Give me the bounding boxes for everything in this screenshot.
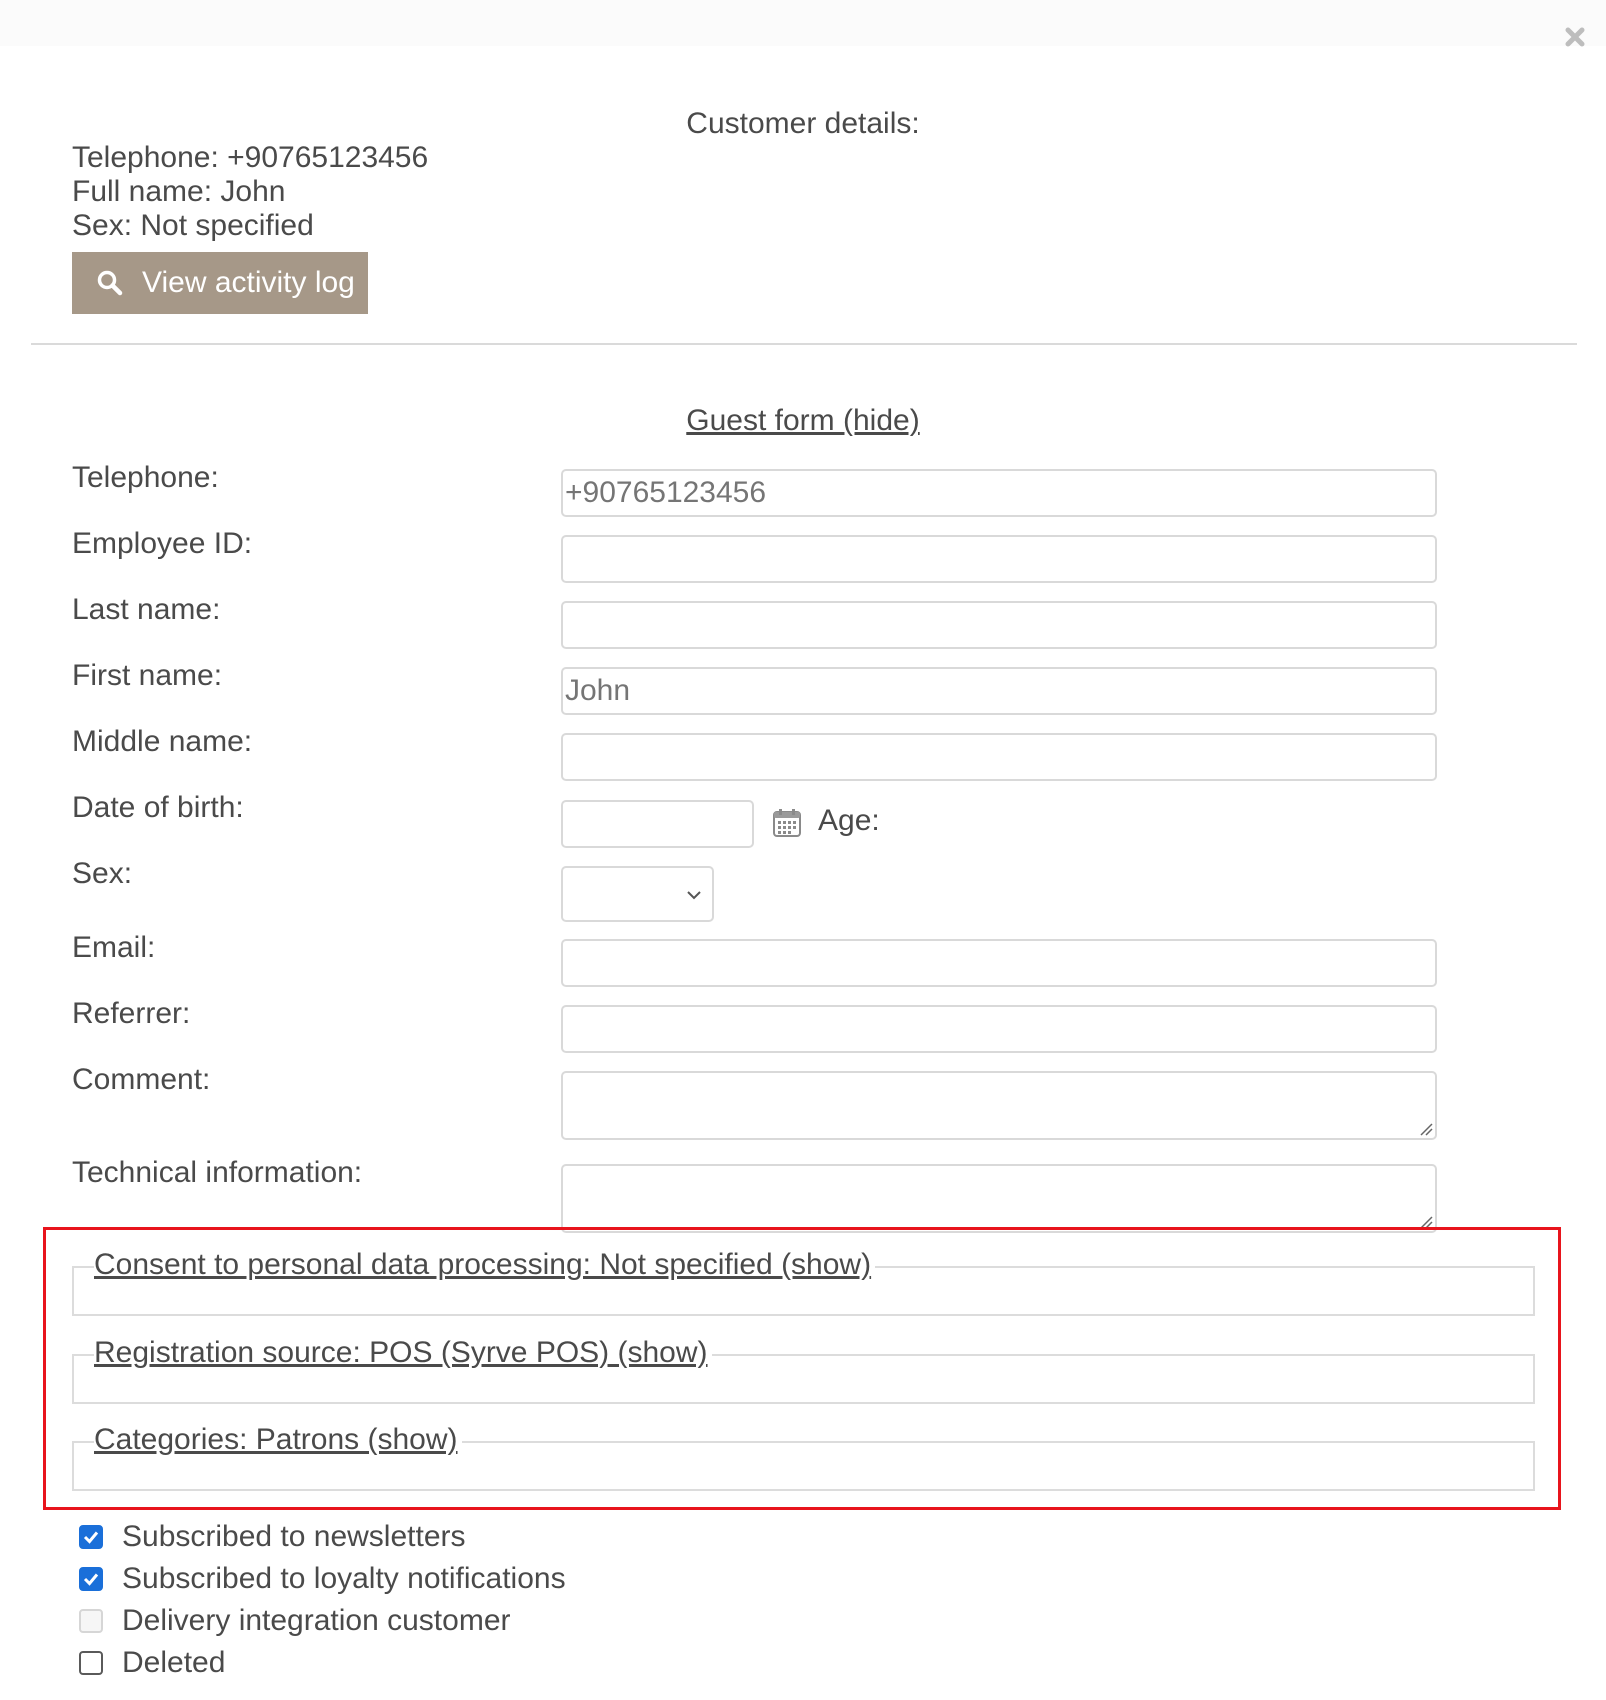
loyalty-notifications-label: Subscribed to loyalty notifications — [122, 1562, 566, 1595]
last-name-input[interactable] — [561, 601, 1437, 649]
deleted-checkbox-row[interactable] — [79, 1646, 225, 1680]
check-icon — [82, 1528, 100, 1546]
view-activity-log-button[interactable] — [72, 252, 368, 314]
middle-name-label: Middle name: — [72, 725, 253, 758]
first-name-label: First name: — [72, 659, 223, 692]
categories-toggle-link[interactable]: Categories: Patrons (show) — [94, 1423, 462, 1457]
consent-toggle-link[interactable]: Consent to personal data processing: Not specified (show) — [94, 1248, 875, 1282]
customer-info — [72, 141, 428, 243]
newsletters-label: Subscribed to newsletters — [122, 1520, 466, 1553]
comment-label: Comment: — [72, 1063, 211, 1096]
registration-source-toggle-link[interactable]: Registration source: POS (Syrve POS) (show) — [94, 1336, 712, 1370]
highlight-annotation — [43, 1227, 1561, 1510]
telephone-label: Telephone: — [72, 461, 219, 494]
deleted-label: Deleted — [122, 1646, 226, 1679]
last-name-label: Last name: — [72, 593, 221, 626]
loyalty-notifications-checkbox-row[interactable] — [79, 1562, 566, 1596]
resize-handle-icon[interactable] — [1419, 1122, 1433, 1136]
modal-header-bar — [0, 0, 1606, 46]
email-input[interactable] — [561, 939, 1437, 987]
customer-full-name: Full name: John — [72, 175, 286, 208]
customer-sex: Sex: Not specified — [72, 209, 314, 242]
technical-information-textarea[interactable] — [561, 1164, 1437, 1233]
loyalty-notifications-checkbox[interactable] — [79, 1567, 103, 1591]
age-label: Age: — [818, 804, 880, 837]
newsletters-checkbox[interactable] — [79, 1525, 103, 1549]
search-icon — [96, 269, 124, 297]
newsletters-checkbox-row[interactable] — [79, 1520, 466, 1554]
chevron-down-icon — [684, 885, 704, 905]
date-of-birth-input[interactable] — [561, 800, 754, 848]
employee-id-label: Employee ID: — [72, 527, 253, 560]
middle-name-input[interactable] — [561, 733, 1437, 781]
guest-form-toggle-link[interactable]: Guest form (hide) — [686, 404, 920, 437]
sex-label: Sex: — [72, 857, 133, 890]
delivery-integration-checkbox-row — [79, 1604, 511, 1638]
first-name-input[interactable]: John — [561, 667, 1437, 715]
customer-details-title: Customer details: — [686, 107, 920, 140]
delivery-integration-label: Delivery integration customer — [122, 1604, 511, 1637]
comment-textarea[interactable] — [561, 1071, 1437, 1140]
deleted-checkbox[interactable] — [79, 1651, 103, 1675]
view-activity-log-label: View activity log — [142, 266, 355, 299]
employee-id-input[interactable] — [561, 535, 1437, 583]
calendar-icon[interactable] — [772, 808, 802, 838]
customer-telephone: Telephone: +90765123456 — [72, 141, 429, 174]
telephone-input[interactable]: +90765123456 — [561, 469, 1437, 517]
email-label: Email: — [72, 931, 156, 964]
referrer-input[interactable] — [561, 1005, 1437, 1053]
sex-select[interactable] — [561, 866, 714, 922]
delivery-integration-checkbox — [79, 1609, 103, 1633]
referrer-label: Referrer: — [72, 997, 191, 1030]
check-icon — [82, 1570, 100, 1588]
section-divider — [31, 343, 1577, 345]
date-of-birth-label: Date of birth: — [72, 791, 244, 824]
technical-information-label: Technical information: — [72, 1156, 363, 1189]
close-icon[interactable] — [1562, 24, 1588, 50]
